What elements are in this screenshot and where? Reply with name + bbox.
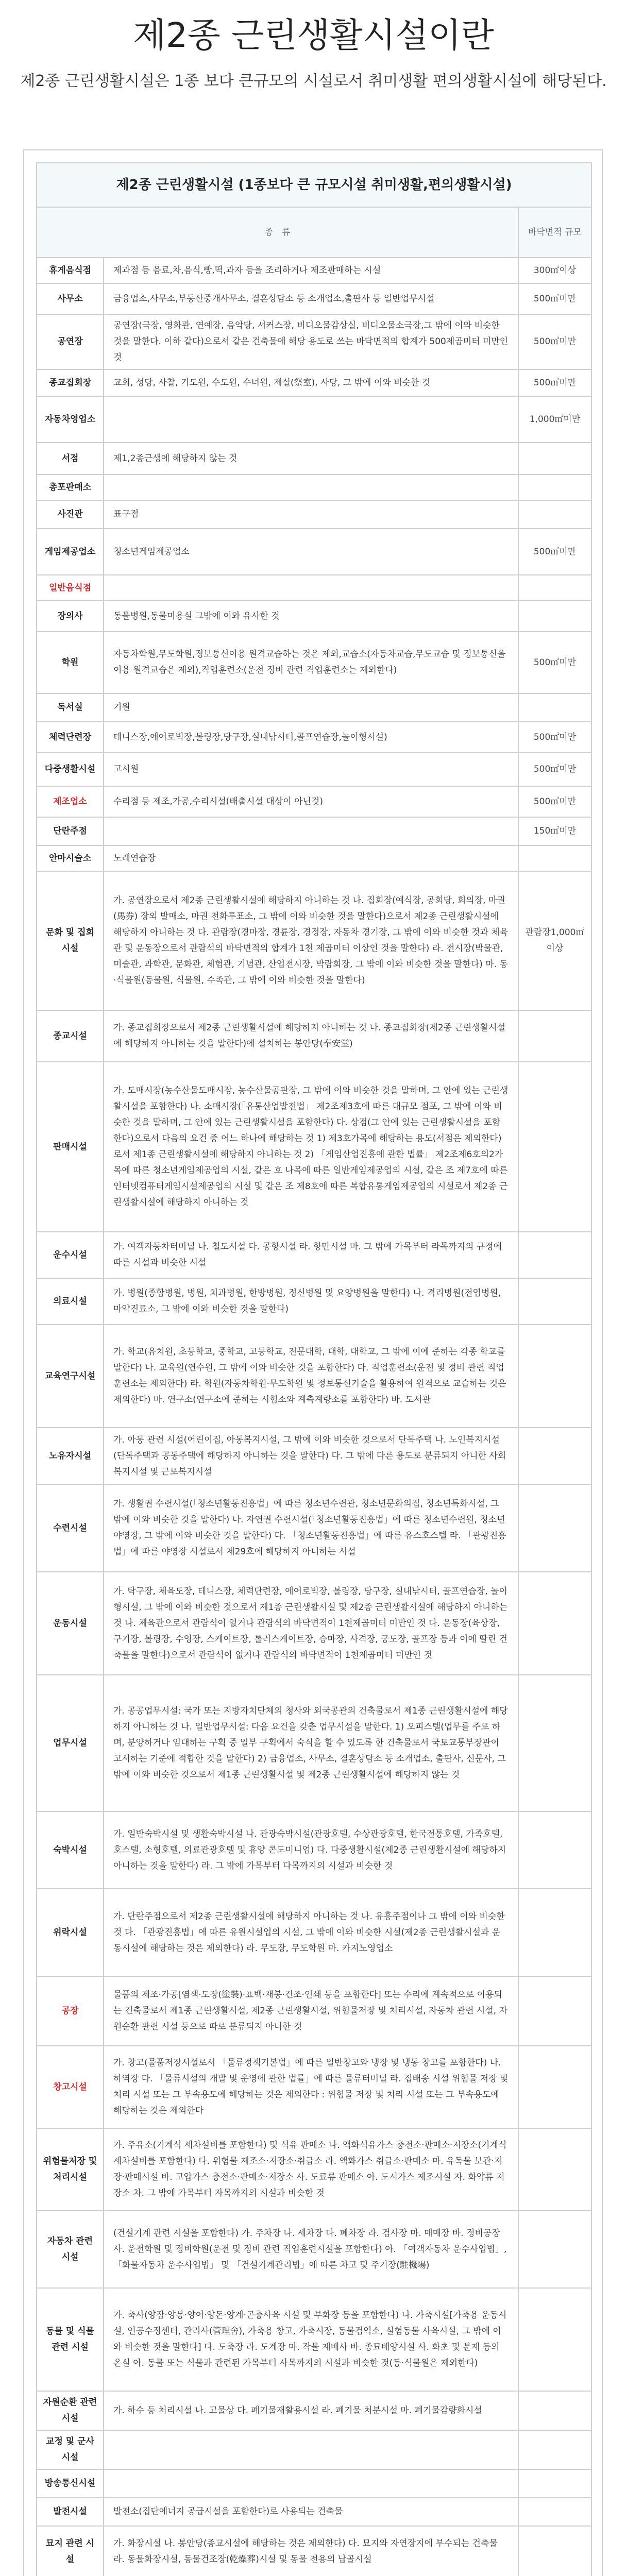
table-row xyxy=(37,1675,591,1811)
row-category: 업무시설 xyxy=(37,1675,104,1811)
row-area xyxy=(518,1976,591,2046)
table-row xyxy=(37,2211,591,2288)
row-area xyxy=(518,2211,591,2288)
header-area: 바닥면적 규모 xyxy=(518,207,591,258)
table-row xyxy=(37,632,591,693)
row-description: 가. 창고(물품저장시설로서 「물류정책기본법」에 따른 일반창고와 냉장 및 냉동 창고를 포함한다) 나. 하역장 다. 「물류시설의 개발 및 운영에 관한 법률」에 따른 물류터미널 라. 집배송 시설 위험물 저장 및 처리 시설 또는 그 부속용도에 해당하는 것은 제외한다 : 위험물 저장 및 처리 시설 또는 그 부속용도에 해당하는 것은 제외한다 xyxy=(104,2046,518,2128)
row-area xyxy=(518,2391,591,2430)
row-category: 발전시설 xyxy=(37,2498,104,2526)
header-type: 종 류 xyxy=(37,207,518,258)
row-category: 창고시설 xyxy=(37,2046,104,2128)
row-area xyxy=(518,2046,591,2128)
row-description: 수리점 등 제조,가공,수리시설(배출시설 대상이 아닌것) xyxy=(104,786,518,817)
row-category: 학원 xyxy=(37,632,104,693)
row-description: 가. 공연장으로서 제2종 근린생활시설에 해당하지 아니하는 것 나. 집회장(예식장, 공회당, 회의장, 마권(馬券) 장외 발매소, 마권 전화투표소, 그 밖에 이와 비슷한 것을 말한다)으로서 제2종 근린생활시설에 해당하지 아니하는 것 다. 관람장(경마장, 경륜장, 경정장, 자동차 경기장, 그 밖에 이와 비슷한 것과 체육관 및 운동장으로서 관람석의 바닥면적의 합계가 1천 제곱미터 이상인 것을 말한다) 라. 전시장(박물관, 미술관, 과학관, 문화관, 체험관, 기념관, 산업전시장, 박람회장, 그 밖에 이와 비슷한 것을 말한다) 마. 동·식물원(동물원, 식물원, 수족관, 그 밖에 이와 비슷한 것을 말한다) xyxy=(104,871,518,1010)
row-description: 가. 종교집회장으로서 제2종 근린생활시설에 해당하지 아니하는 것 나. 종교집회장(제2종 근린생활시설에 해당하지 아니하는 것을 말한다)에 설치하는 봉안당(奉安堂) xyxy=(104,1010,518,1062)
row-description: 제1,2종근생에 해당하지 않는 것 xyxy=(104,443,518,474)
row-category: 사진관 xyxy=(37,500,104,529)
row-category: 서점 xyxy=(37,443,104,474)
table-row xyxy=(37,314,591,369)
row-description: 가. 병원(종합병원, 병원, 치과병원, 한방병원, 정신병원 및 요양병원을 말한다) 나. 격리병원(전염병원, 마약진료소, 그 밖에 이와 비슷한 것을 말한다) xyxy=(104,1278,518,1325)
row-description: 노래연습장 xyxy=(104,845,518,871)
row-area xyxy=(518,845,591,871)
row-area xyxy=(518,2128,591,2211)
row-area xyxy=(518,1325,591,1428)
table-row xyxy=(37,2469,591,2498)
row-category: 사무소 xyxy=(37,283,104,314)
table-row xyxy=(37,2526,591,2576)
row-area xyxy=(518,1232,591,1278)
row-description: 자동차학원,무도학원,정보통신이용 원격교습하는 것은 제외,교습소(자동차교습,무도교습 및 정보통신을 이용 원격교습은 제외),직업훈련소(운전 정비 관련 직업훈련소는 제외한다) xyxy=(104,632,518,693)
row-description: 가. 아동 관련 시설(어린이집, 아동복지시설, 그 밖에 이와 비슷한 것으로서 단독주택 나. 노인복지시설(단독주택과 공동주택에 해당하지 아니하는 것을 말한다) 다. 그 밖에 다른 용도로 분류되지 아니한 사회복지시설 및 근로복지시설 xyxy=(104,1428,518,1484)
row-area xyxy=(518,2498,591,2526)
row-area: 500㎡미만 xyxy=(518,529,591,575)
row-description: 가. 공공업무시설: 국가 또는 지방자치단체의 청사와 외국공관의 건축물로서 제1종 근린생활시설에 해당하지 아니하는 것 나. 일반업무시설: 다음 요건을 갖춘 업무시설을 말한다. 1) 오피스텔(업무를 주로 하며, 분양하거나 임대하는 구획 중 일부 구획에서 숙식을 할 수 있도록 한 건축물로서 국토교통부장관이 고시하는 기준에 적합한 것을 말한다) 2) 금융업소, 사무소, 결혼상담소 등 소개업소, 출판사, 신문사, 그 밖에 이와 비슷한 것으로서 제1종 근린생활시설 및 제2종 근린생활시설에 해당하지 않는 것 xyxy=(104,1675,518,1811)
row-area xyxy=(518,693,591,722)
row-category: 안마시술소 xyxy=(37,845,104,871)
row-category: 판매시설 xyxy=(37,1062,104,1232)
row-area xyxy=(518,1278,591,1325)
table-row xyxy=(37,1484,591,1572)
row-description: 가. 생활권 수련시설(「청소년활동진흥법」에 따른 청소년수련관, 청소년문화의집, 청소년특화시설, 그 밖에 이와 비슷한 것을 말한다) 나. 자연권 수련시설(「청소년활동진흥법」에 따른 청소년수련원, 청소년야영장, 그 밖에 이와 비슷한 것을 말한다) 다. 「청소년활동진흥법」에 따른 유스호스텔 라. 「관광진흥법」에 따른 야영장 시설로서 제29호에 해당하지 아니하는 시설 xyxy=(104,1484,518,1572)
row-description xyxy=(104,396,518,443)
row-category: 종교집회장 xyxy=(37,369,104,396)
row-area xyxy=(518,2526,591,2576)
row-category: 문화 및 집회시설 xyxy=(37,871,104,1010)
row-description: 가. 도매시장(농수산물도매시장, 농수산물공판장, 그 밖에 이와 비슷한 것을 말하며, 그 안에 있는 근린생활시설을 포함한다) 나. 소매시장(「유통산업발전법」 제2조제3호에 따른 대규모 점포, 그 밖에 이와 비슷한 것을 말하며, 그 안에 있는 근린생활시설을 포함한다) 다. 상점(그 안에 있는 근린생활시설을 포함한다)으로서 다음의 요건 중 어느 하나에 해당하는 것 1) 제3호가목에 해당하는 용도(서점은 제외한다)로서 제1종 근린생활시설에 해당하지 아니하는 것 2) 「게임산업진흥에 관한 법률」 제2조제6호의2가목에 따른 청소년게임제공업의 시설, 같은 호 나목에 따른 일반게임제공업의 시설, 같은 조 제7호에 따른 인터넷컴퓨터게임시설제공업의 시설 및 같은 조 제8호에 따른 복합유통게임제공업의 시설로서 제2종 근린생활시설에 해당하지 아니하는 것 xyxy=(104,1062,518,1232)
table-row xyxy=(37,474,591,500)
row-description: 금융업소,사무소,부동산중개사무소, 결혼상담소 등 소개업소,출판사 등 일반업무시설 xyxy=(104,283,518,314)
row-area: 150㎡미만 xyxy=(518,817,591,845)
table-row xyxy=(37,601,591,632)
row-description: (건설기계 관련 시설을 포함한다) 가. 주차장 나. 세차장 다. 폐차장 라. 검사장 마. 매매장 바. 정비공장 사. 운전학원 및 정비학원(운전 및 정비 관련 직업훈련시설을 포함한다) 아. 「여객자동차 운수사업법」, 「화물자동차 운수사업법」 및 「건설기계관리법」에 따른 차고 및 주기장(駐機場) xyxy=(104,2211,518,2288)
table-row xyxy=(37,575,591,601)
row-category: 다중생활시설 xyxy=(37,753,104,786)
row-category: 위락시설 xyxy=(37,1889,104,1976)
row-description xyxy=(104,575,518,601)
row-description: 가. 단란주점으로서 제2종 근린생활시설에 해당하지 아니하는 것 나. 유흥주점이나 그 밖에 이와 비슷한 것 다. 「관광진흥법」에 따른 유원시설업의 시설, 그 밖에 이와 비슷한 시설(제2종 근린생활시설과 운동시설에 해당하는 것은 제외한다) 라. 무도장, 무도학원 마. 카지노영업소 xyxy=(104,1889,518,1976)
row-category: 자동차 관련 시설 xyxy=(37,2211,104,2288)
row-area xyxy=(518,1062,591,1232)
row-description: 가. 일반숙박시설 및 생활숙박시설 나. 관광숙박시설(관광호텔, 수상관광호텔, 한국전통호텔, 가족호텔, 호스텔, 소형호텔, 의료관광호텔 및 휴양 콘도미니엄) 다. 다중생활시설(제2종 근린생활시설에 해당하지 아니하는 것을 말한다) 라. 그 밖에 가목부터 다목까지의 시설과 비슷한 것 xyxy=(104,1811,518,1889)
table-row xyxy=(37,2288,591,2391)
row-category: 운동시설 xyxy=(37,1572,104,1675)
row-description: 제과점 등 음료,차,음식,빵,떡,과자 등을 조리하거나 제조판매하는 시설 xyxy=(104,258,518,283)
row-area: 500㎡미만 xyxy=(518,722,591,753)
row-category: 제조업소 xyxy=(37,786,104,817)
table-row xyxy=(37,786,591,817)
row-category: 게임제공업소 xyxy=(37,529,104,575)
row-description: 기원 xyxy=(104,693,518,722)
row-area: 관람장1,000㎡이상 xyxy=(518,871,591,1010)
row-area xyxy=(518,1675,591,1811)
table-row xyxy=(37,258,591,283)
row-area xyxy=(518,1811,591,1889)
table-row xyxy=(37,1232,591,1278)
row-description xyxy=(104,817,518,845)
row-category: 휴게음식점 xyxy=(37,258,104,283)
row-description: 가. 탁구장, 체육도장, 테니스장, 체력단련장, 에어로빅장, 볼링장, 당구장, 실내낚시터, 골프연습장, 놀이형시설, 그 밖에 이와 비슷한 것으로서 제1종 근린생활시설 및 제2종 근린생활시설에 해당하지 아니하는 것 나. 체육관으로서 관람석이 없거나 관람석의 바닥면적이 1천제곱미터 미만인 것 다. 운동장(육상장, 구기장, 볼링장, 수영장, 스케이트장, 롤러스케이트장, 승마장, 사격장, 궁도장, 골프장 등과 이에 딸린 건축물을 말한다)으로서 관람석이 없거나 관람석의 바닥면적이 1천제곱미터 미만인 것 xyxy=(104,1572,518,1675)
table-row xyxy=(37,529,591,575)
row-category: 종교시설 xyxy=(37,1010,104,1062)
row-area xyxy=(518,1572,591,1675)
row-description xyxy=(104,2430,518,2469)
row-category: 공연장 xyxy=(37,314,104,369)
row-area xyxy=(518,500,591,529)
table-row xyxy=(37,722,591,753)
table-row xyxy=(37,369,591,396)
table-row xyxy=(37,1062,591,1232)
row-area: 300㎡이상 xyxy=(518,258,591,283)
row-category: 장의사 xyxy=(37,601,104,632)
row-description: 가. 학교(유치원, 초등학교, 중학교, 고등학교, 전문대학, 대학, 대학교, 그 밖에 이에 준하는 각종 학교를 말한다) 나. 교육원(연수원, 그 밖에 이와 비슷한 것을 포함한다) 다. 직업훈련소(운전 및 정비 관련 직업훈련소는 제외한다) 라. 학원(자동차학원·무도학원 및 정보통신기술을 활용하여 원격으로 교습하는 것은 제외한다) 마. 연구소(연구소에 준하는 시험소와 계측계량소를 포함한다) 바. 도서관 xyxy=(104,1325,518,1428)
row-category: 묘지 관련 시설 xyxy=(37,2526,104,2576)
row-category: 단란주점 xyxy=(37,817,104,845)
row-description xyxy=(104,474,518,500)
table-row xyxy=(37,1278,591,1325)
row-category: 동물 및 식물 관련 시설 xyxy=(37,2288,104,2391)
row-area: 1,000㎡미만 xyxy=(518,396,591,443)
row-category: 총포판매소 xyxy=(37,474,104,500)
row-description: 표구점 xyxy=(104,500,518,529)
row-category: 공장 xyxy=(37,1976,104,2046)
table-row xyxy=(37,1976,591,2046)
row-category: 수련시설 xyxy=(37,1484,104,1572)
table-row xyxy=(37,283,591,314)
row-area xyxy=(518,2288,591,2391)
row-area xyxy=(518,1484,591,1572)
row-category: 운수시설 xyxy=(37,1232,104,1278)
table-row xyxy=(37,1010,591,1062)
row-category: 체력단련장 xyxy=(37,722,104,753)
row-description: 가. 여객자동차터미널 나. 철도시설 다. 공항시설 라. 항만시설 마. 그 밖에 가목부터 라목까지의 규정에 따른 시설과 비슷한 시설 xyxy=(104,1232,518,1278)
row-area xyxy=(518,2430,591,2469)
row-description: 동물병원,동물미용실 그밖에 이와 유사한 것 xyxy=(104,601,518,632)
table-row xyxy=(37,2498,591,2526)
row-description: 청소년게임제공업소 xyxy=(104,529,518,575)
row-description: 공연장(극장, 영화관, 연예장, 음악당, 서커스장, 비디오물감상실, 비디오물소극장,그 밖에 이와 비슷한 것을 말한다. 이하 같다)으로서 같은 건축물에 해당 용도로 쓰는 바닥면적의 합계가 500제곱미터 미만인 것 xyxy=(104,314,518,369)
table-row xyxy=(37,500,591,529)
table-row xyxy=(37,1428,591,1484)
row-area xyxy=(518,2469,591,2498)
table-row xyxy=(37,1889,591,1976)
row-category: 위험물저장 및 처리시설 xyxy=(37,2128,104,2211)
table-row xyxy=(37,2046,591,2128)
table-row xyxy=(37,1811,591,1889)
table-row xyxy=(37,443,591,474)
table-row xyxy=(37,693,591,722)
row-description: 가. 주유소(기계식 세차설비를 포함한다) 및 석유 판매소 나. 액화석유가스 충전소·판매소·저장소(기계식 세차설비를 포함한다) 다. 위험물 제조소·저장소·취급소 라. 액화가스 취급소·판매소 마. 유독물 보관·저장·판매시설 바. 고압가스 충전소·판매소·저장소 사. 도료류 판매소 아. 도시가스 제조시설 자. 화약류 저장소 차. 그 밖에 가목부터 자목까지의 시설과 비슷한 것 xyxy=(104,2128,518,2211)
row-category: 독서실 xyxy=(37,693,104,722)
row-description: 고시원 xyxy=(104,753,518,786)
row-description: 가. 화장시설 나. 봉안당(종교시설에 해당하는 것은 제외한다) 다. 묘지와 자연장지에 부수되는 건축물 라. 동물화장시설, 동물건조장(乾燥葬)시설 및 동물 전용의 납골시설 xyxy=(104,2526,518,2576)
row-category: 방송통신시설 xyxy=(37,2469,104,2498)
table-row xyxy=(37,2128,591,2211)
table-row xyxy=(37,845,591,871)
row-area: 500㎡미만 xyxy=(518,283,591,314)
row-description: 발전소(집단에너지 공급시설을 포함한다)로 사용되는 건축물 xyxy=(104,2498,518,2526)
row-description: 물품의 제조·가공[염색·도장(塗裝)·표백·재봉·건조·인쇄 등을 포함한다] 또는 수리에 계속적으로 이용되는 건축물로서 제1종 근린생활시설, 제2종 근린생활시설, 위험물저장 및 처리시설, 자동차 관련 시설, 자원순환 관련 시설 등으로 따로 분류되지 아니한 것 xyxy=(104,1976,518,2046)
row-area xyxy=(518,1889,591,1976)
row-category: 일반음식점 xyxy=(37,575,104,601)
table-row xyxy=(37,1572,591,1675)
row-category: 숙박시설 xyxy=(37,1811,104,1889)
table-row xyxy=(37,2391,591,2430)
row-description xyxy=(104,2469,518,2498)
row-category: 교정 및 군사시설 xyxy=(37,2430,104,2469)
row-area: 500㎡미만 xyxy=(518,369,591,396)
table-row xyxy=(37,817,591,845)
row-category: 노유자시설 xyxy=(37,1428,104,1484)
row-area xyxy=(518,1010,591,1062)
row-description: 가. 하수 등 처리시설 나. 고물상 다. 폐기물재활용시설 라. 폐기물 처분시설 마. 폐기물감량화시설 xyxy=(104,2391,518,2430)
page-subtitle: 제2종 근린생활시설은 1종 보다 큰규모의 시설로서 취미생활 편의생활시설에 해당된다. xyxy=(20,72,607,90)
row-area: 500㎡미만 xyxy=(518,314,591,369)
row-description: 교회, 성당, 사찰, 기도원, 수도원, 수녀원, 제실(祭室), 사당, 그 밖에 이와 비슷한 것 xyxy=(104,369,518,396)
page-title: 제2종 근린생활시설이란 xyxy=(133,15,494,55)
table-row xyxy=(37,1325,591,1428)
facility-table xyxy=(36,162,592,2576)
row-area xyxy=(518,474,591,500)
row-area xyxy=(518,601,591,632)
row-area xyxy=(518,575,591,601)
row-area xyxy=(518,443,591,474)
table-row xyxy=(37,396,591,443)
row-area: 500㎡미만 xyxy=(518,753,591,786)
row-area: 500㎡미만 xyxy=(518,786,591,817)
row-category: 자동차영업소 xyxy=(37,396,104,443)
table-row xyxy=(37,753,591,786)
row-category: 의료시설 xyxy=(37,1278,104,1325)
row-description: 테니스장,에어로빅장,볼링장,당구장,실내낚시터,골프연습장,놀이형시설) xyxy=(104,722,518,753)
table-row xyxy=(37,2430,591,2469)
row-area: 500㎡미만 xyxy=(518,632,591,693)
row-category: 교육연구시설 xyxy=(37,1325,104,1428)
row-area xyxy=(518,1428,591,1484)
row-description: 가. 축사(양잠·양봉·양어·양돈·양계·곤충사육 시설 및 부화장 등을 포함한다) 나. 가축시설[가축용 운동시설, 인공수정센터, 관리사(管理舍), 가축용 창고, 가축시장, 동물검역소, 실험동물 사육시설, 그 밖에 이와 비슷한 것을 말한다] 다. 도축장 라. 도계장 마. 작물 재배사 바. 종묘배양시설 사. 화초 및 분재 등의 온실 아. 동물 또는 식물과 관련된 가목부터 사목까지의 시설과 비슷한 것(동·식물원은 제외한다) xyxy=(104,2288,518,2391)
row-category: 자원순환 관련 시설 xyxy=(37,2391,104,2430)
table-caption: 제2종 근린생활시설 (1종보다 큰 규모시설 취미생활,편의생활시설) xyxy=(37,163,591,207)
table-row xyxy=(37,871,591,1010)
